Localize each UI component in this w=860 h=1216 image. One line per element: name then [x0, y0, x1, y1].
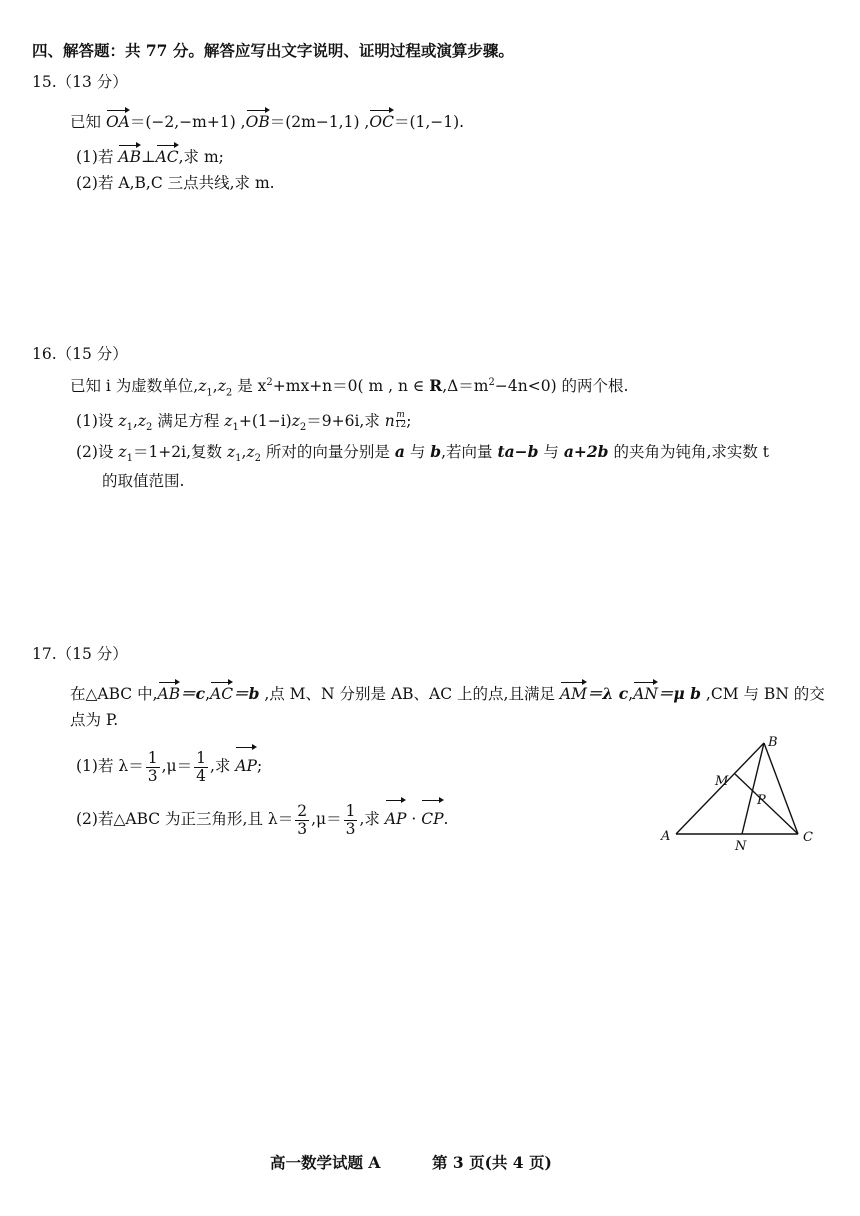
- label-n: N: [735, 839, 747, 854]
- q16-part1: (1)设 $z_1,z_2$ 满足方程 $z_1+(1-i)z_2=9+6i$,求 n $\frac{m}{12}$ ;: [76, 410, 412, 434]
- q17-header: [32, 643, 128, 665]
- label-c: C: [803, 830, 813, 845]
- q15-header: [32, 71, 128, 93]
- label-b: B: [768, 735, 778, 750]
- label-a: A: [661, 829, 671, 844]
- q15-intro: 已知 OA＝(−2,−m+1) ,OB＝(2m−1,1) ,OC＝(1,−1).: [70, 107, 464, 133]
- q17-intro-cont: 点为 P.: [70, 711, 119, 729]
- label-m: M: [715, 774, 729, 789]
- segment-bn: [742, 743, 764, 834]
- q16-part2-cont: 的取值范围.: [102, 472, 185, 490]
- vector-ab: AB: [118, 142, 141, 168]
- q15-part2: (2)若 A,B,C 三点共线,求 m.: [76, 174, 275, 192]
- q17-number: 17.: [32, 645, 57, 663]
- section-heading: 四、解答题：共 77 分。解答应写出文字说明、证明过程或演算步骤。: [32, 41, 514, 60]
- q16-number: 16.: [32, 345, 57, 363]
- vector-oa: OA: [106, 107, 130, 133]
- fraction-lambda: $\frac{1}{3}$: [147, 748, 158, 785]
- exponent-fraction: $\frac{m}{12}$: [394, 410, 407, 430]
- q16-part2: (2)设 $z_1=1+2i$,复数 $z_1,z_2$ 所对的向量分别是 a 与 b,若向量 ta−b 与 a+2b 的夹角为钝角,求实数 t: [76, 442, 770, 465]
- vector-ap: AP: [385, 797, 407, 837]
- fraction-mu: $\frac{1}{4}$: [196, 748, 206, 785]
- vector-ac: AC: [210, 679, 233, 705]
- vector-am: AM: [560, 679, 587, 705]
- vector-an: AN: [633, 679, 658, 705]
- fraction-lambda: $\frac{2}{3}$: [297, 801, 308, 838]
- q16-header: [32, 343, 128, 365]
- q17-intro: 在△ABC 中,AB＝c,AC＝b ,点 M、N 分别是 AB、AC 上的点,且满足 AM＝λ c,AN＝μ b ,CM 与 BN 的交: [70, 679, 825, 705]
- q16-score: （15 分）: [56, 345, 128, 363]
- side-bc: [764, 743, 798, 834]
- q17-part2: (2)若△ABC 为正三角形,且 λ＝ $\frac{2}{3}$ ,μ＝ $\frac{1}{3}$ ,求 AP · CP.: [76, 797, 448, 838]
- fraction-mu: $\frac{1}{3}$: [345, 801, 356, 838]
- vector-ab: AB: [158, 679, 181, 705]
- q17-part1: (1)若 λ＝ $\frac{1}{3}$ ,μ＝ $\frac{1}{4}$ ,求 AP;: [76, 744, 262, 785]
- page-number: 第 3 页(共 4 页): [432, 1153, 552, 1172]
- q15-score: （13 分）: [56, 73, 128, 91]
- triangle-figure: [650, 730, 830, 855]
- vector-ob: OB: [246, 107, 270, 133]
- label-p: P: [757, 793, 766, 808]
- vector-ac: AC: [156, 142, 179, 168]
- q15-part1: (1)若 AB⊥AC,求 m;: [76, 142, 224, 168]
- footer-title: 高一数学试题 A: [270, 1153, 381, 1172]
- vector-ap: AP: [235, 744, 257, 784]
- q15-number: 15.: [32, 73, 57, 91]
- vector-oc: OC: [369, 107, 394, 133]
- q17-score: （15 分）: [56, 645, 128, 663]
- vector-cp: CP: [421, 797, 443, 837]
- q16-intro: 已知 i 为虚数单位$,z_1,z_2$ 是 $x^2+mx+n=0$( m , n ∈ $R,\Delta=m^2-4n<0$) 的两个根.: [70, 376, 629, 399]
